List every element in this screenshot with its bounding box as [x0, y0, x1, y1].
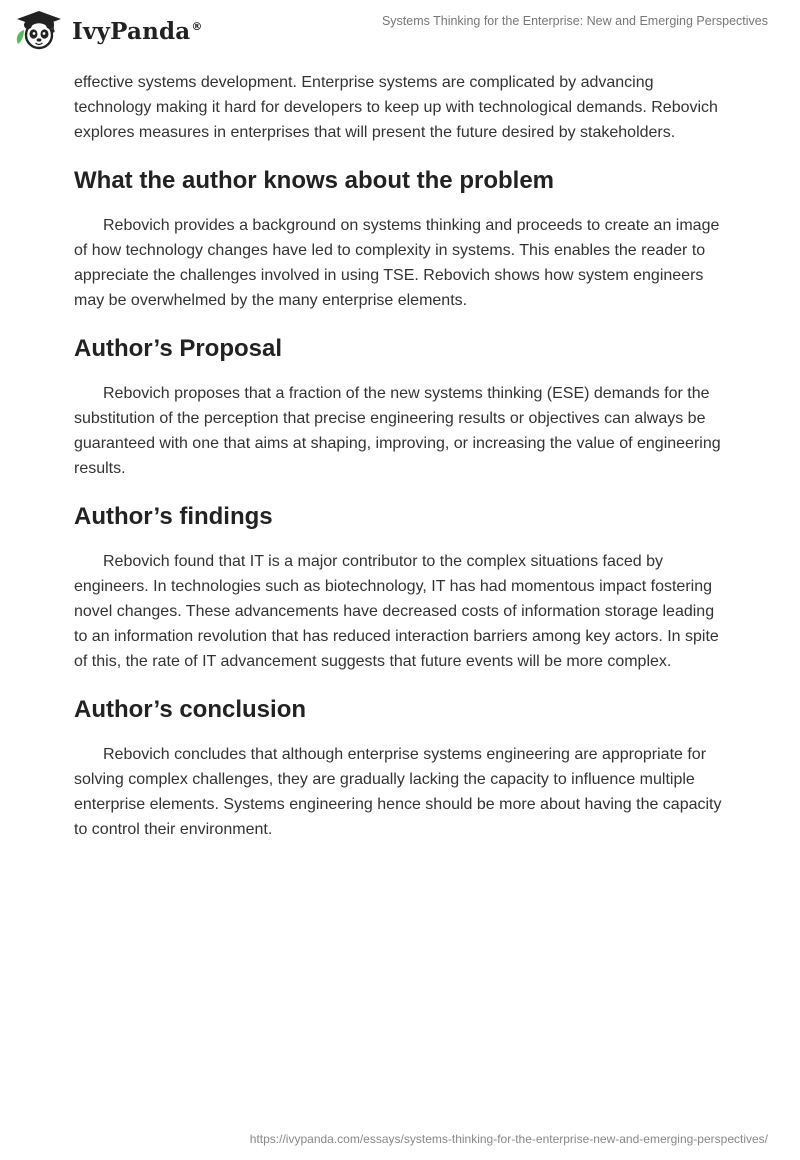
section-paragraph-proposal: Rebovich proposes that a fraction of the new systems thinking (ESE) demands for the substitution of the perception that precise engineering results or objectives can always be guaranteed with one that aims at shaping, improving, or increasing the value of engineering results.: [74, 385, 721, 477]
registered-mark: ®: [191, 19, 203, 33]
running-title: Systems Thinking for the Enterprise: New and Emerging Perspectives: [381, 14, 768, 28]
logo-text: IvyPanda: [72, 17, 191, 45]
panda-graduate-icon: [14, 8, 64, 52]
section-paragraph-findings: Rebovich found that IT is a major contributor to the complex situations faced by engineers. In technologies such as biotechnology, IT has had momentous impact fostering novel changes. These advancements have decreased costs of information storage leading to an information revolution that has reduced interaction barriers among key actors. In spite of this, the rate of IT advancement suggests that future events will be more complex.: [74, 553, 719, 670]
essay-content: [74, 70, 726, 842]
logo-wordmark: [72, 18, 203, 45]
page-header: [0, 0, 800, 66]
section-paragraph-conclusion: Rebovich concludes that although enterprise systems engineering are appropriate for solving complex challenges, they are gradually lacking the capacity to influence multiple enterprise elements. Systems engineering hence should be more about having the capacity to control their environment.: [74, 746, 722, 838]
section-heading-proposal: Author’s Proposal: [74, 335, 283, 362]
source-url[interactable]: https://ivypanda.com/essays/systems-thinking-for-the-enterprise-new-and-emerging-perspectives/: [249, 1132, 768, 1146]
section-heading-problem: What the author knows about the problem: [74, 167, 554, 194]
intro-paragraph: effective systems development. Enterprise systems are complicated by advancing technology making it hard for developers to keep up with technological demands. Rebovich explores measures in enterprises that will present the future desired by stakeholders.: [74, 74, 718, 141]
section-heading-conclusion: Author’s conclusion: [74, 696, 307, 723]
section-paragraph-problem: Rebovich provides a background on systems thinking and proceeds to create an image of how technology changes have led to complexity in systems. This enables the reader to appreciate the challenges involved in using TSE. Rebovich shows how system engineers may be overwhelmed by the many enterprise elements.: [74, 217, 720, 309]
section-heading-findings: Author’s findings: [74, 503, 273, 530]
ivypanda-logo[interactable]: [14, 8, 203, 52]
